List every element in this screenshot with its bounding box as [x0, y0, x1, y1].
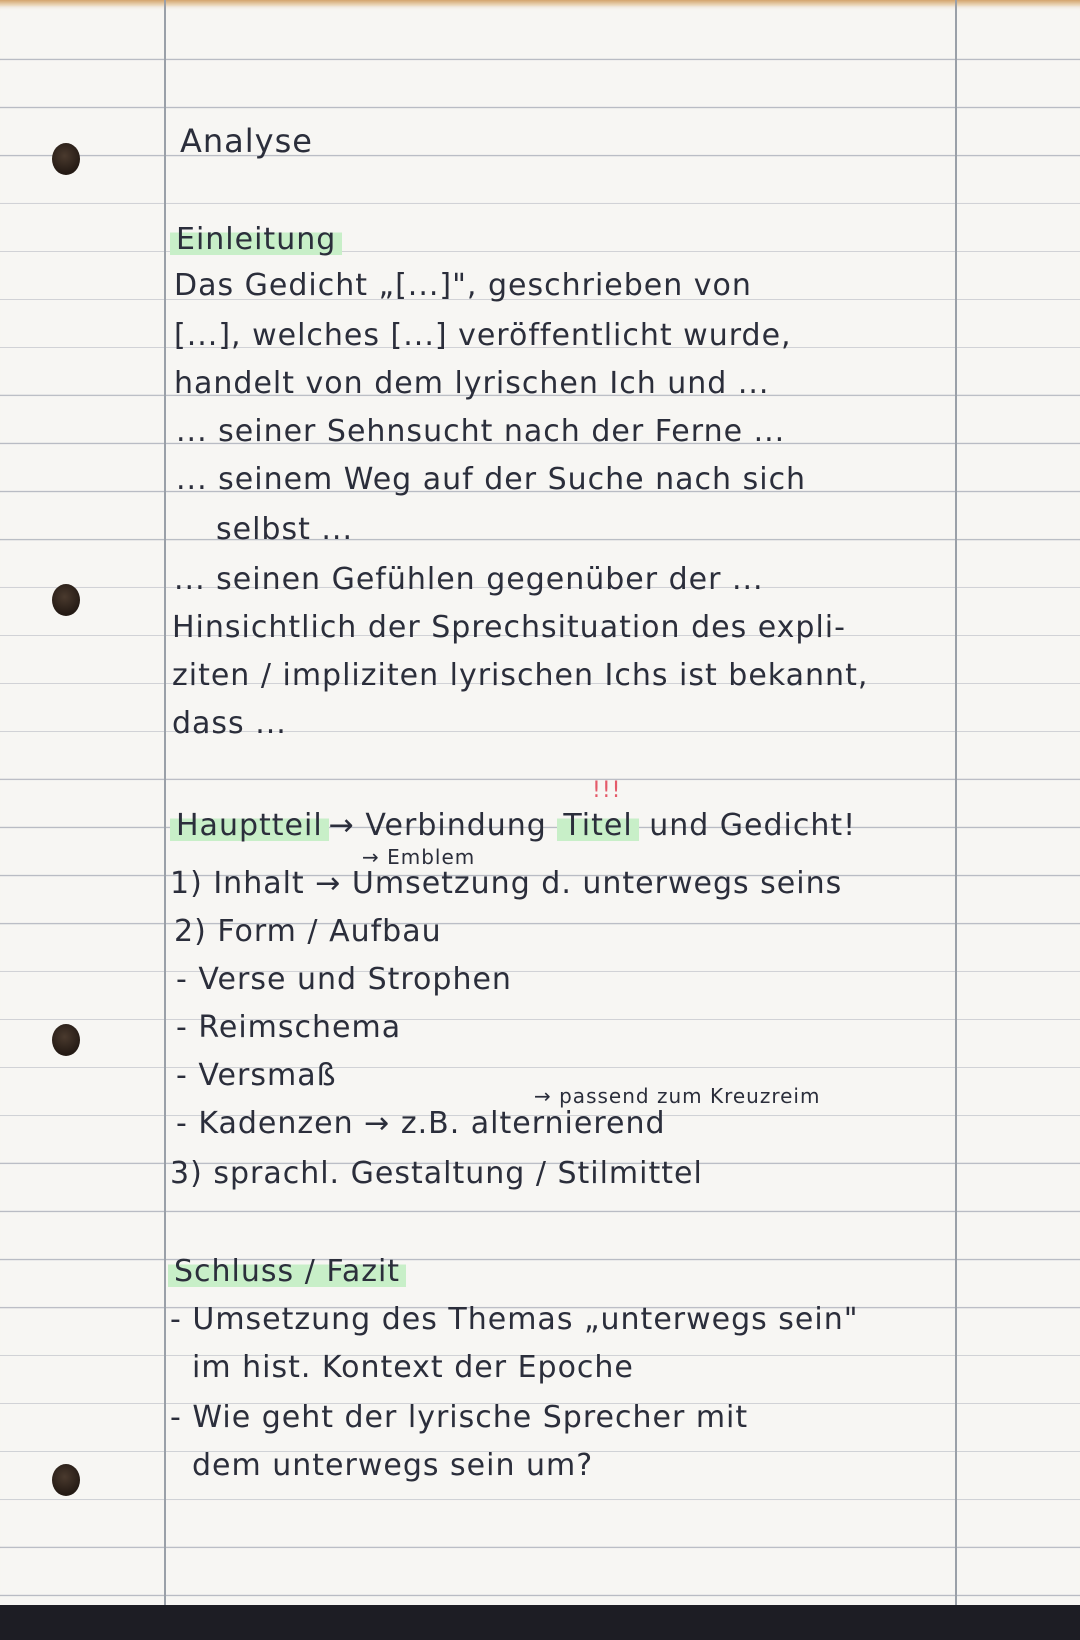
punch-hole	[52, 1464, 80, 1496]
einleitung-line: ziten / impliziten lyrischen Ichs ist bekannt,	[172, 658, 869, 693]
punch-hole	[52, 584, 80, 616]
hauptteil-item: - Reimschema	[176, 1010, 402, 1045]
schluss-line: - Wie geht der lyrische Sprecher mit	[170, 1400, 749, 1435]
einleitung-line: handelt von dem lyrischen Ich und ...	[174, 366, 770, 401]
background-strip	[0, 1605, 1080, 1640]
hauptteil-item: 2) Form / Aufbau	[174, 914, 442, 949]
einleitung-title: Einleitung	[170, 222, 342, 257]
schluss-title: Schluss / Fazit	[168, 1254, 406, 1289]
kreuzreim-note: → passend zum Kreuzreim	[534, 1084, 821, 1108]
einleitung-line: ... seiner Sehnsucht nach der Ferne ...	[176, 414, 786, 449]
hauptteil-item: - Versmaß	[176, 1058, 337, 1093]
einleitung-line: ... seinen Gefühlen gegenüber der ...	[174, 562, 764, 597]
section-title-hauptteil	[170, 808, 856, 843]
einleitung-line: Das Gedicht „[...]", geschrieben von	[174, 268, 752, 303]
emblem-note: → Emblem	[362, 845, 476, 869]
page-title: Analyse	[180, 122, 313, 160]
schluss-line: - Umsetzung des Themas „unterwegs sein"	[170, 1302, 859, 1337]
left-margin-line	[164, 0, 166, 1605]
titel-word: Titel	[557, 808, 638, 843]
einleitung-line: dass ...	[172, 706, 287, 741]
page-top-edge	[0, 0, 1080, 6]
schluss-line: dem unterwegs sein um?	[192, 1448, 594, 1483]
hauptteil-item: 3) sprachl. Gestaltung / Stilmittel	[170, 1156, 703, 1191]
hauptteil-title-prefix: → Verbindung	[328, 808, 558, 843]
schluss-line: im hist. Kontext der Epoche	[192, 1350, 634, 1385]
einleitung-line: ... seinem Weg auf der Suche nach sich	[176, 462, 807, 497]
hauptteil-item: 1) Inhalt → Umsetzung d. unterwegs seins	[170, 866, 843, 901]
punch-hole	[52, 143, 80, 175]
right-margin-line	[955, 0, 957, 1605]
section-title-schluss	[168, 1254, 406, 1289]
hauptteil-item: - Kadenzen → z.B. alternierend	[176, 1106, 666, 1141]
exclamation-marks: !!!	[592, 778, 622, 803]
einleitung-line: [...], welches [...] veröffentlicht wurde,	[174, 318, 792, 353]
einleitung-line: Hinsichtlich der Sprechsituation des expli-	[172, 610, 846, 645]
hauptteil-item: - Verse und Strophen	[176, 962, 512, 997]
hauptteil-title: Hauptteil	[170, 808, 329, 843]
punch-hole	[52, 1024, 80, 1056]
einleitung-line: selbst ...	[216, 512, 354, 547]
hauptteil-title-suffix: und Gedicht!	[638, 808, 857, 843]
section-title-einleitung	[170, 222, 342, 257]
